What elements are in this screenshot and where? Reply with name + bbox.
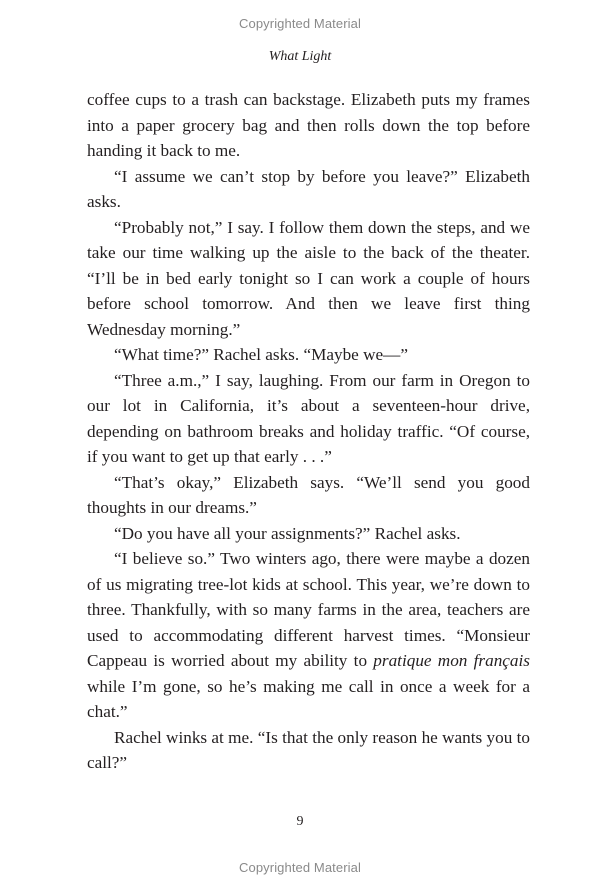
paragraph-segment: while I’m gone, so he’s making me call in once a week for a chat.” [87, 676, 530, 721]
paragraph: “I assume we can’t stop by before you leave?” Elizabeth asks. [87, 166, 530, 211]
paragraph: “Probably not,” I say. I follow them down the steps, and we take our time walking up the aisle to the back of the theater. “I’ll be in bed early tonight so I can work a couple of hours before school tomorrow. And then we leave first thing Wednesday morning.” [87, 217, 530, 339]
paragraph: “What time?” Rachel asks. “Maybe we—” [114, 345, 408, 364]
paragraph: “Do you have all your assignments?” Rachel asks. [114, 523, 461, 543]
running-head: What Light [268, 49, 332, 64]
body-text [87, 87, 530, 776]
paragraph: “That’s okay,” Elizabeth says. “We’ll send you good thoughts in our dreams.” [87, 472, 530, 517]
copyright-watermark-top: Copyrighted Material [239, 16, 361, 31]
paragraph: “Three a.m.,” I say, laughing. From our farm in Oregon to our lot in California, it’s about a seventeen-hour drive, depending on bathroom breaks and holiday traffic. “Of course, if you want to get up that early . . .” [87, 370, 530, 466]
paragraph: Rachel winks at me. “Is that the only reason he wants you to call?” [87, 727, 530, 772]
copyright-watermark-bottom: Copyrighted Material [239, 860, 361, 875]
italic-phrase: pratique mon français [373, 651, 530, 670]
paragraph: coffee cups to a trash can backstage. Elizabeth puts my frames into a paper grocery bag and then rolls down the top before handing it back to me. [87, 90, 530, 160]
page-number: 9 [296, 814, 304, 829]
paragraph-segment: “I believe so.” Two winters ago, there were maybe a dozen of us migrating tree-lot kids at school. This year, we’re down to three. Thankfully, with so many farms in the area, teachers are used to accommodating different harvest times. “Monsieur Cappeau is worried about my ability to [87, 549, 530, 670]
paragraph [87, 546, 530, 725]
